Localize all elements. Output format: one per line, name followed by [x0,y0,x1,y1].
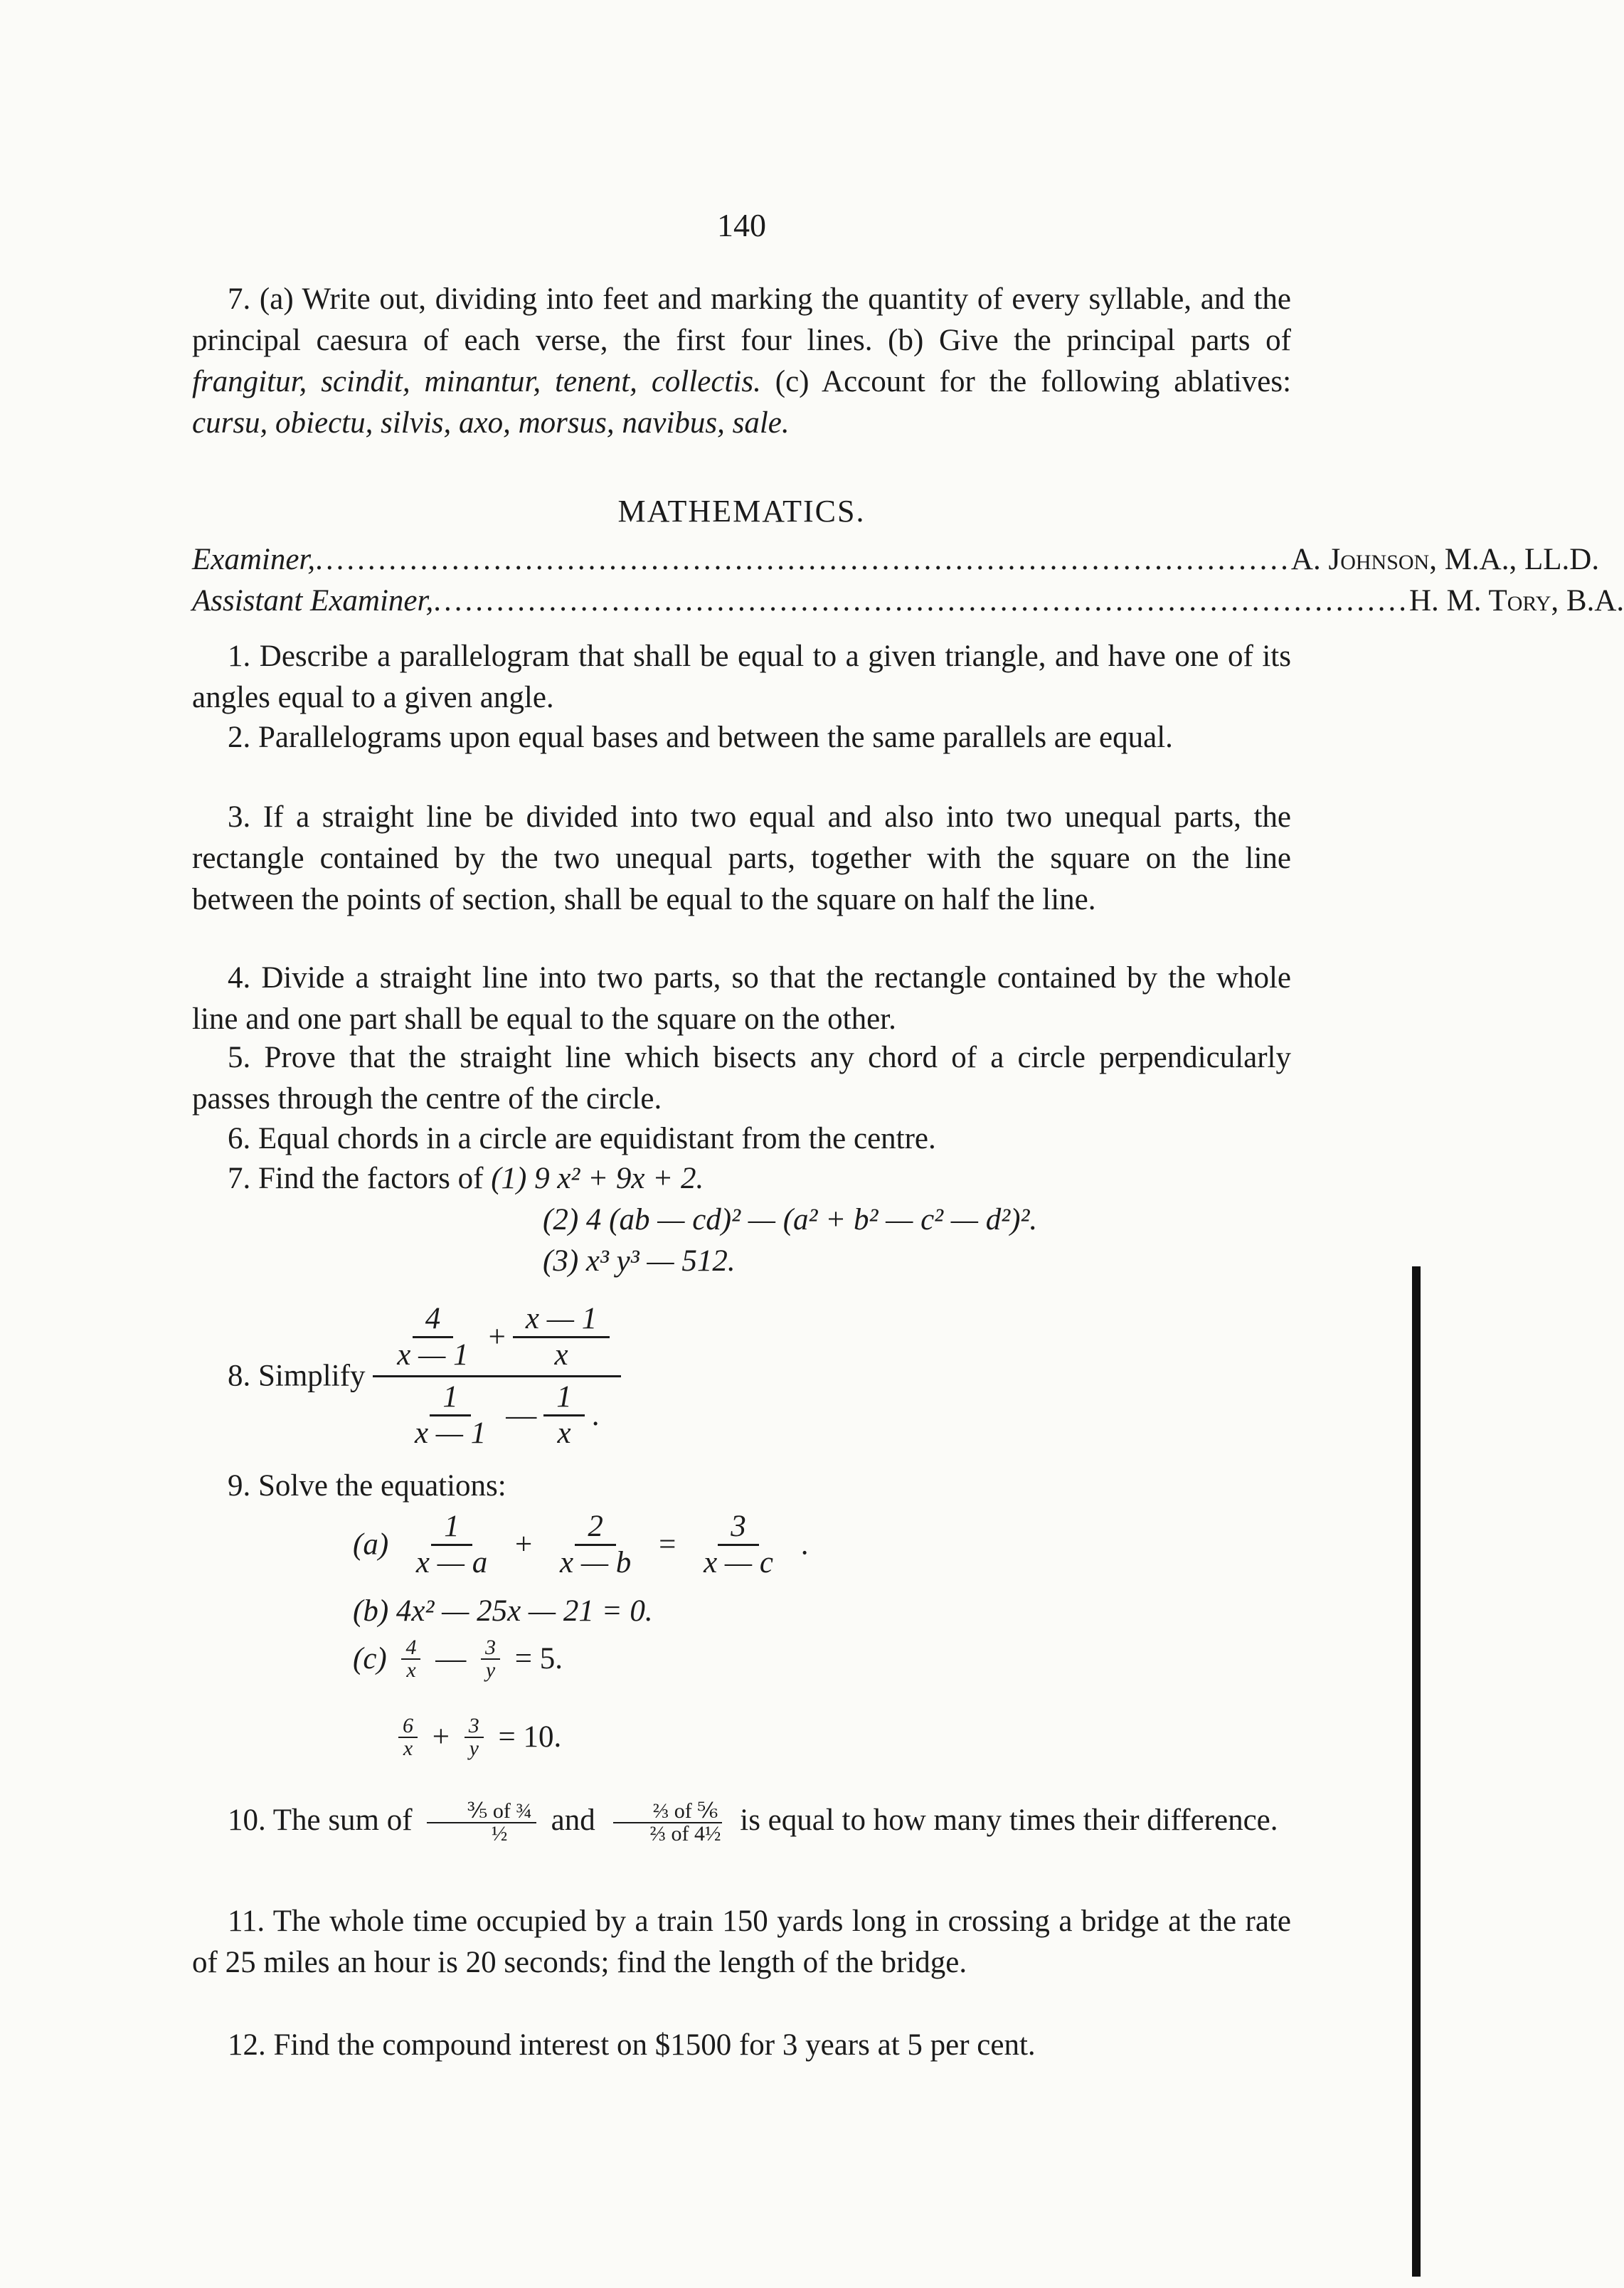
assistant-role: Assistant Examiner, [192,584,434,618]
q7-label: 7. Find the factors of [228,1162,484,1195]
question-5: 5. Prove that the straight line which bisects any chord of a circle perpendicularly passes through the centre of the circle. [192,1041,1291,1116]
q7-part-2: (2) 4 (ab — cd)² — (a² + b² — c² — d²)². [543,1203,1038,1236]
question-7 [228,1158,704,1199]
q8-denominator: $\frac{1}{x — 1}$ — $\frac{1}{x}$ . [391,1380,604,1451]
q9-part-c-eq1: (c) $\frac{4}{x}$ — $\frac{3}{y}$ = 5. [353,1636,563,1683]
q9c-frac-3: $\frac{6}{x}$ [398,1715,418,1759]
page-number: 140 [717,207,766,243]
question-6: 6. Equal chords in a circle are equidistant from the centre. [228,1122,936,1155]
question-9: 9. Solve the equations: [228,1469,506,1503]
question-1: 1. Describe a parallelogram that shall be equal to a given triangle, and have one of its angles equal to a given angle. [192,640,1291,714]
question-10: 10. The sum of $\frac{\text{⅗ of ¾}}{\text{½}}$ and $\frac{\text{⅔ of ⅚}}{\text{⅔ of 4½}}$ is equal to how many times their difference. [228,1799,1278,1846]
assistant-examiner-line [192,581,1624,622]
dot-leader: ............................................................................................. [433,584,1409,618]
examiner-name: A. Johnson, M.A., LL.D. [1290,543,1600,576]
q8-frac-3: $\frac{1}{x — 1}$ [414,1380,487,1450]
plus-sign: + [488,1320,506,1354]
question-4: 4. Divide a straight line into two parts, so that the rectangle contained by the whole line and one part shall be equal to the square on the other. [192,961,1291,1036]
question-2: 2. Parallelograms upon equal bases and between the same parallels are equal. [228,721,1173,754]
q7-part-3: (3) x³ y³ — 512. [543,1244,736,1278]
examiner-role: Examiner, [192,543,316,576]
q9c-frac-2: $\frac{3}{y}$ [481,1637,500,1681]
latin-q7-verbs: frangitur, scindit, minantur, tenent, collectis. [192,365,761,398]
section-heading: MATHEMATICS. [617,494,866,529]
minus-sign: — [506,1398,537,1432]
q9-part-b: (b) 4x² — 25x — 21 = 0. [353,1594,653,1628]
latin-q7-ablatives: cursu, obiectu, silvis, axo, morsus, navibus, sale. [192,406,790,440]
q9-part-c-eq2: $\frac{6}{x}$ + $\frac{3}{y}$ = 10. [391,1715,561,1759]
latin-q7-text2: (c) Account for the following ablatives: [775,365,1292,398]
q10-frac-2: $\frac{\text{⅔ of ⅚}}{\text{⅔ of 4½}}$ [610,1801,726,1845]
q9a-frac-3: $\frac{3}{x — c}$ [704,1510,773,1579]
q9c-frac-4: $\frac{3}{y}$ [465,1715,484,1759]
q8-frac-4: $\frac{1}{x}$ [543,1380,585,1451]
q9a-frac-1: $\frac{1}{x — a}$ [415,1510,488,1579]
dot-leader: ............................................................................................. [315,543,1291,576]
scan-edge-mark [1412,1266,1421,2277]
q8-main-bar [373,1375,621,1377]
latin-question-7 [192,279,1291,444]
q9c-frac-1: $\frac{4}{x}$ [401,1637,420,1681]
q10-frac-1: $\frac{\text{⅗ of ¾}}{\text{½}}$ [427,1801,536,1845]
q9-part-a: (a) $\frac{1}{x — a}$ + $\frac{2}{x — b}$ = $\frac{3}{x — c}$ . [353,1510,809,1579]
q8-label: 8. Simplify [228,1359,366,1393]
q8-complex-fraction [373,1302,621,1451]
latin-q7-text: 7. (a) Write out, dividing into feet and marking the quantity of every syllable, and the principal caesura of each verse, the first four lines. (b) Give the principal parts of [192,282,1291,357]
question-11: 11. The whole time occupied by a train 150 yards long in crossing a bridge at the rate of 25 miles an hour is 20 seconds; find the length of the bridge. [192,1905,1291,1979]
examiner-line [192,539,1600,581]
question-8 [228,1302,621,1451]
page [192,0,1624,2288]
assistant-name: H. M. Tory, B.A. [1408,584,1624,618]
question-3: 3. If a straight line be divided into two equal and also into two unequal parts, the rectangle contained by the two unequal parts, together with the square on the line between the points of section, shall be equal to the square on half the line. [192,800,1291,916]
q9a-frac-2: $\frac{2}{x — b}$ [559,1510,632,1579]
q8-frac-2: $\frac{x — 1}{x}$ [513,1302,610,1372]
q8-frac-1: $\frac{4}{x — 1}$ [397,1302,469,1372]
q7-part-1: (1) 9 x² + 9x + 2. [491,1162,704,1195]
q8-numerator [373,1302,621,1372]
question-12: 12. Find the compound interest on $1500 for 3 years at 5 per cent. [228,2028,1036,2062]
